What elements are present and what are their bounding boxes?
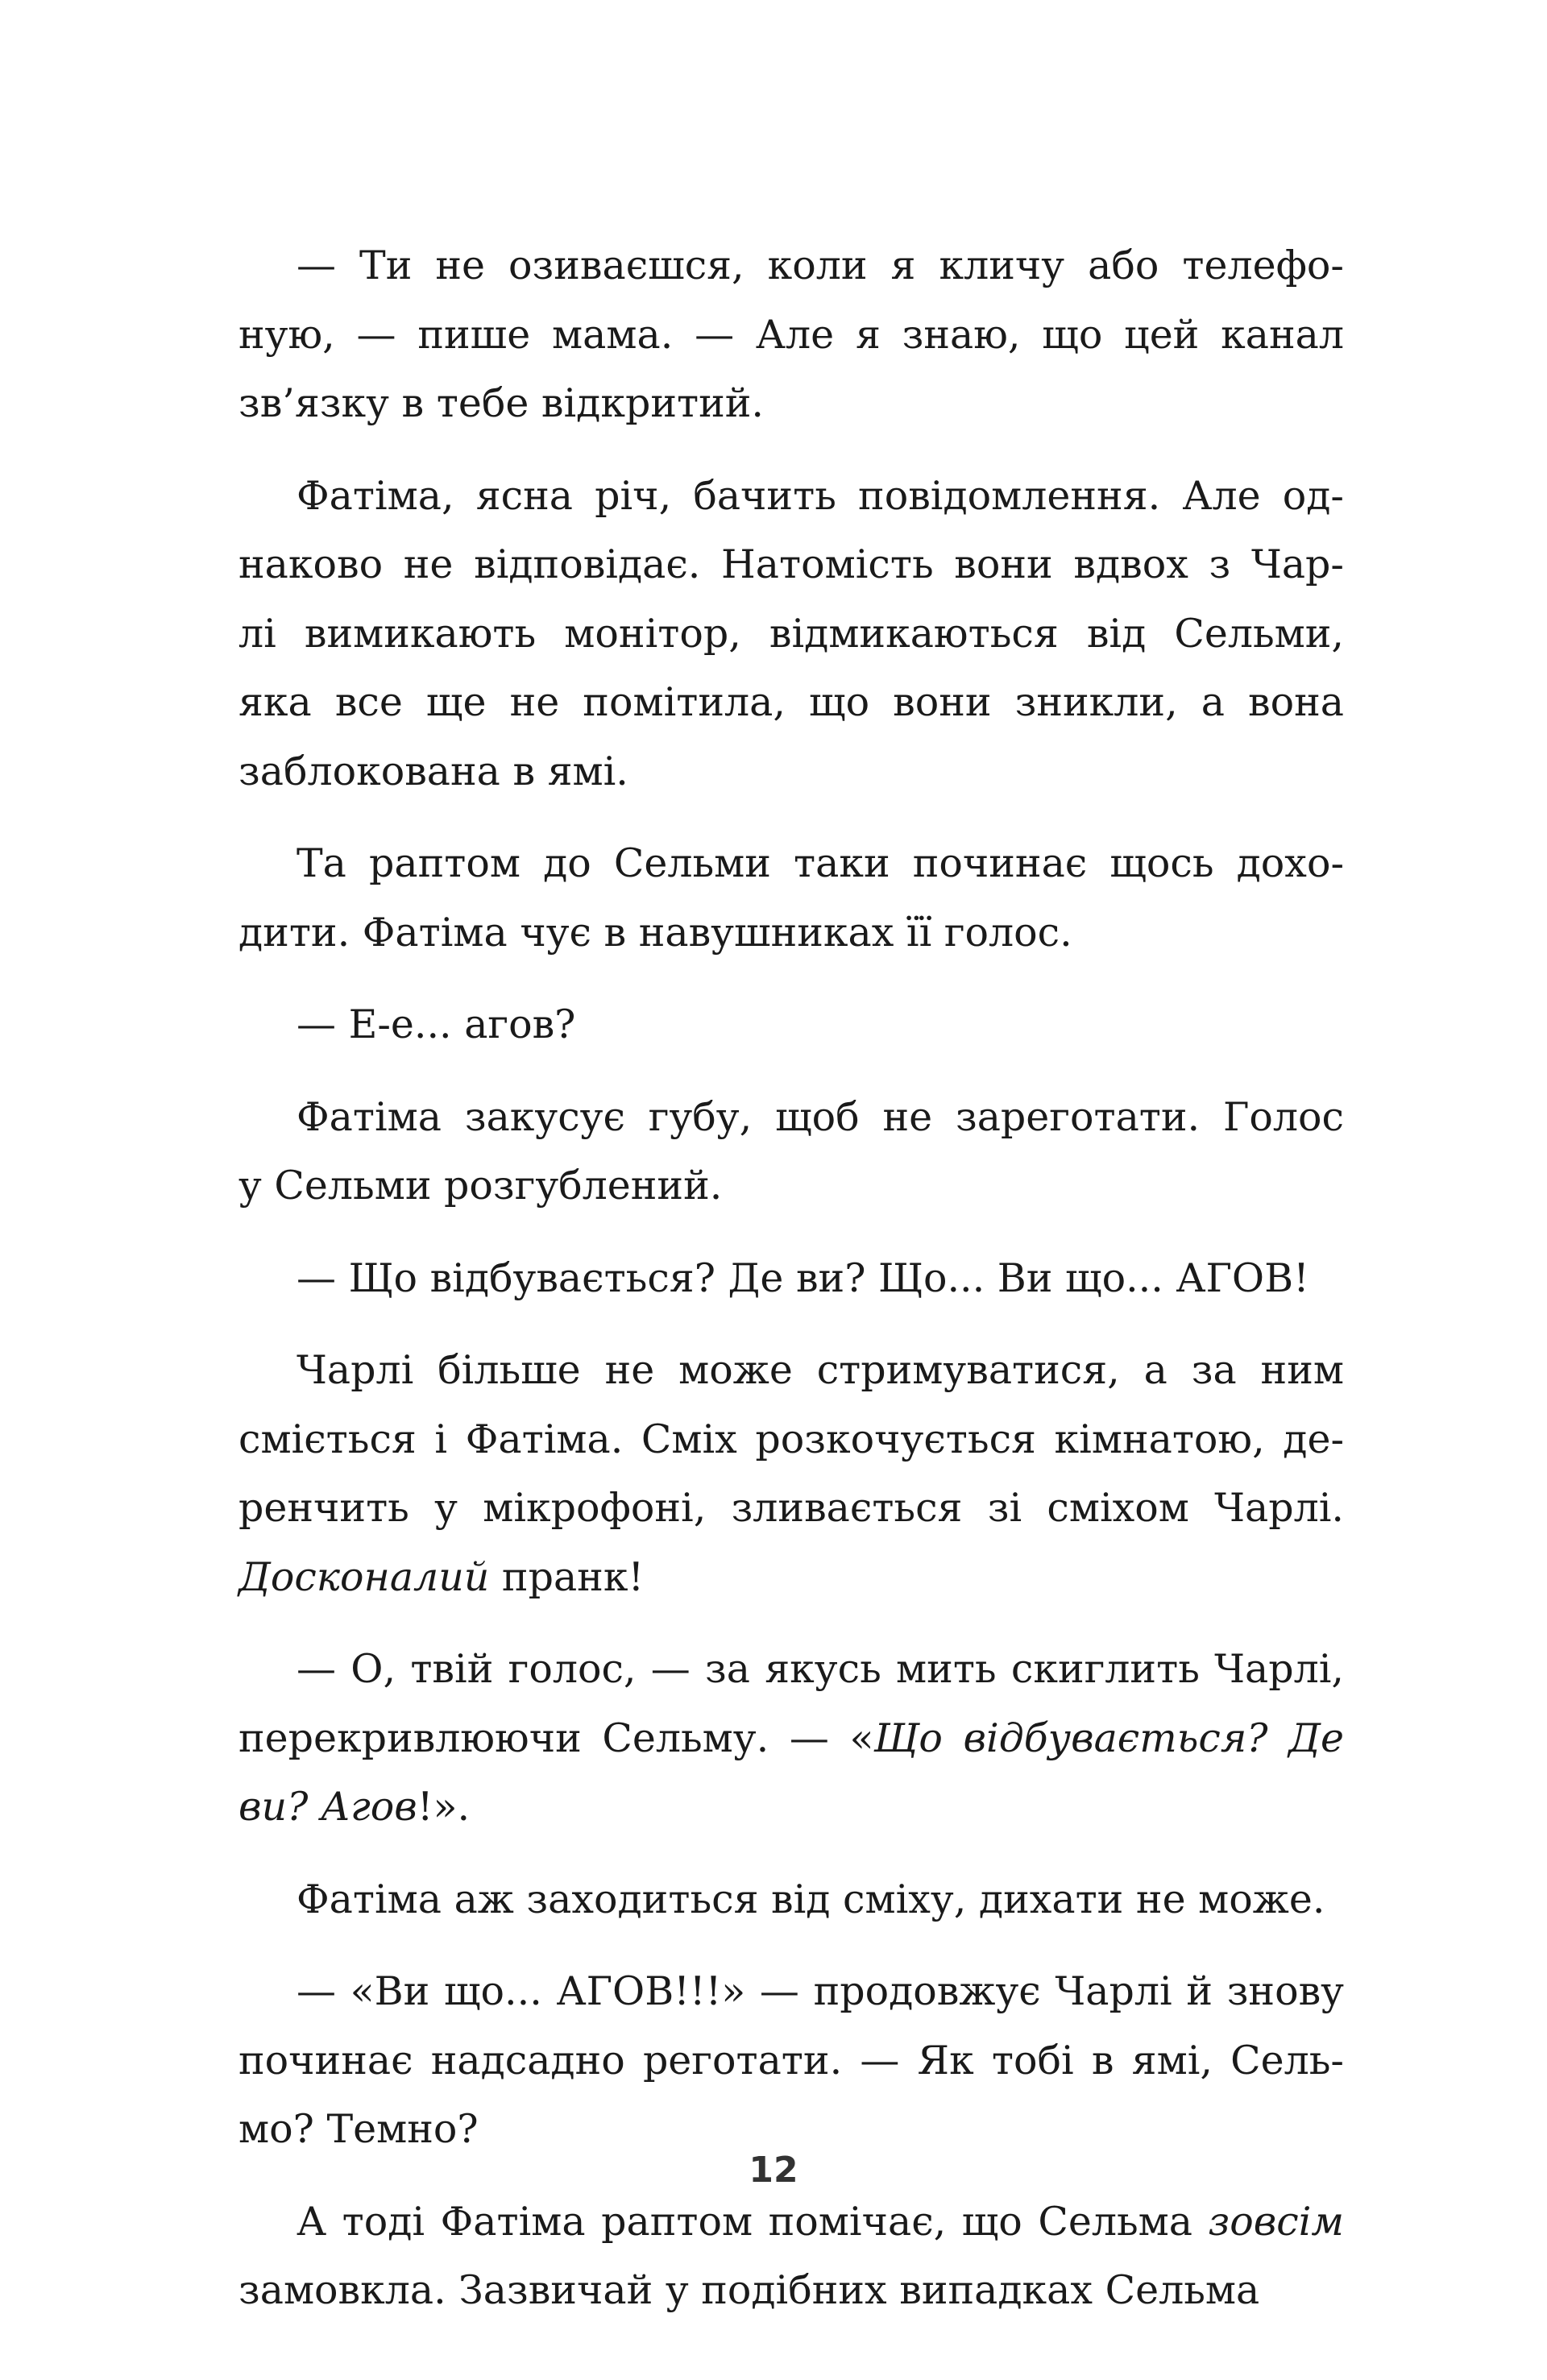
paragraph	[238, 1083, 1344, 1221]
text-line	[238, 668, 1344, 737]
text-line	[238, 1405, 1344, 1474]
text-span: мо? Темно?	[238, 2106, 479, 2152]
text-span: зв’язку в тебе відкритий.	[238, 380, 764, 426]
text-line	[238, 2256, 1344, 2325]
text-line	[238, 737, 1344, 806]
text-line	[238, 301, 1344, 370]
text-line	[238, 990, 1344, 1059]
paragraph	[238, 1336, 1344, 1611]
text-span: Чарлі більше не може стримуватися, а за ним	[297, 1347, 1344, 1393]
text-span: — «Ви що... АГОВ!!!» — продовжує Чарлі й знову	[297, 1968, 1344, 2014]
text-line	[238, 1151, 1344, 1221]
text-span: Фатіма аж заходиться від сміху, дихати не може.	[297, 1876, 1325, 1922]
paragraph	[238, 231, 1344, 438]
paragraph	[238, 1244, 1344, 1313]
text-line	[238, 369, 1344, 438]
text-line	[238, 1773, 1344, 1842]
text-span: ренчить у мікрофоні, зливається зі сміхом Чарлі.	[238, 1485, 1344, 1531]
italic-text: ви? Агов	[238, 1784, 417, 1830]
text-span: — О, твій голос, — за якусь мить скиглить Чарлі,	[297, 1646, 1344, 1692]
text-span: пранк!	[489, 1553, 645, 1600]
paragraph	[238, 990, 1344, 1059]
text-span: перекривлюючи Сельму. — «	[238, 1715, 874, 1761]
text-line	[238, 1957, 1344, 2026]
text-line	[238, 1704, 1344, 1773]
text-span: починає надсадно реготати. — Як тобі в ямі, Сель-	[238, 2037, 1344, 2084]
text-span: — Ти не озиваєшся, коли я кличу або телефо-	[297, 243, 1344, 288]
text-span: — Що відбувається? Де ви? Що... Ви що... АГОВ!	[297, 1254, 1309, 1301]
text-line	[238, 1635, 1344, 1704]
text-span: наково не відповідає. Натомість вони вдвох з Чар-	[238, 541, 1344, 587]
text-line	[238, 1865, 1344, 1934]
text-line	[238, 898, 1344, 968]
paragraph	[238, 2187, 1344, 2325]
page-number: 12	[749, 2150, 798, 2191]
text-span: Фатіма закусує губу, щоб не зареготати. Голос	[297, 1093, 1344, 1140]
text-line	[238, 829, 1344, 898]
text-span: сміється і Фатіма. Сміх розкочується кімнатою, де-	[238, 1416, 1344, 1462]
text-line	[238, 231, 1344, 301]
page-body	[238, 231, 1344, 2325]
paragraph	[238, 1865, 1344, 1934]
text-span: ную, — пише мама. — Але я знаю, що цей канал	[238, 311, 1344, 358]
italic-text: Досконалий	[238, 1553, 490, 1600]
text-line	[238, 1543, 1344, 1612]
text-line	[238, 599, 1344, 669]
italic-text: зовсім	[1208, 2198, 1344, 2245]
text-span: лі вимикають монітор, відмикаються від Сельми,	[238, 610, 1344, 657]
text-span: заблокована в ямі.	[238, 748, 628, 794]
text-line	[238, 2187, 1344, 2257]
text-line	[238, 2026, 1344, 2096]
text-line	[238, 1336, 1344, 1405]
text-span: Та раптом до Сельми таки починає щось дохо-	[297, 840, 1344, 886]
text-line	[238, 1083, 1344, 1152]
italic-text: Що відбувається? Де	[873, 1715, 1345, 1761]
text-span: яка все ще не помітила, що вони зникли, а вона	[238, 679, 1344, 725]
text-span: !».	[417, 1784, 471, 1830]
text-line	[238, 530, 1344, 599]
text-span: А тоді Фатіма раптом помічає, що Сельма	[297, 2198, 1209, 2245]
text-span: Фатіма, ясна річ, бачить повідомлення. Але од-	[297, 472, 1344, 519]
paragraph	[238, 1635, 1344, 1842]
text-span: у Сельми розгублений.	[238, 1163, 723, 1209]
text-line	[238, 1474, 1344, 1543]
text-span: дити. Фатіма чує в навушниках її голос.	[238, 909, 1072, 956]
paragraph	[238, 1957, 1344, 2164]
text-line	[238, 1244, 1344, 1313]
text-span: замовкла. Зазвичай у подібних випадках Сельма	[238, 2267, 1260, 2313]
paragraph	[238, 462, 1344, 806]
text-span: — Е-е... агов?	[297, 1001, 576, 1047]
paragraph	[238, 829, 1344, 967]
text-line	[238, 462, 1344, 531]
